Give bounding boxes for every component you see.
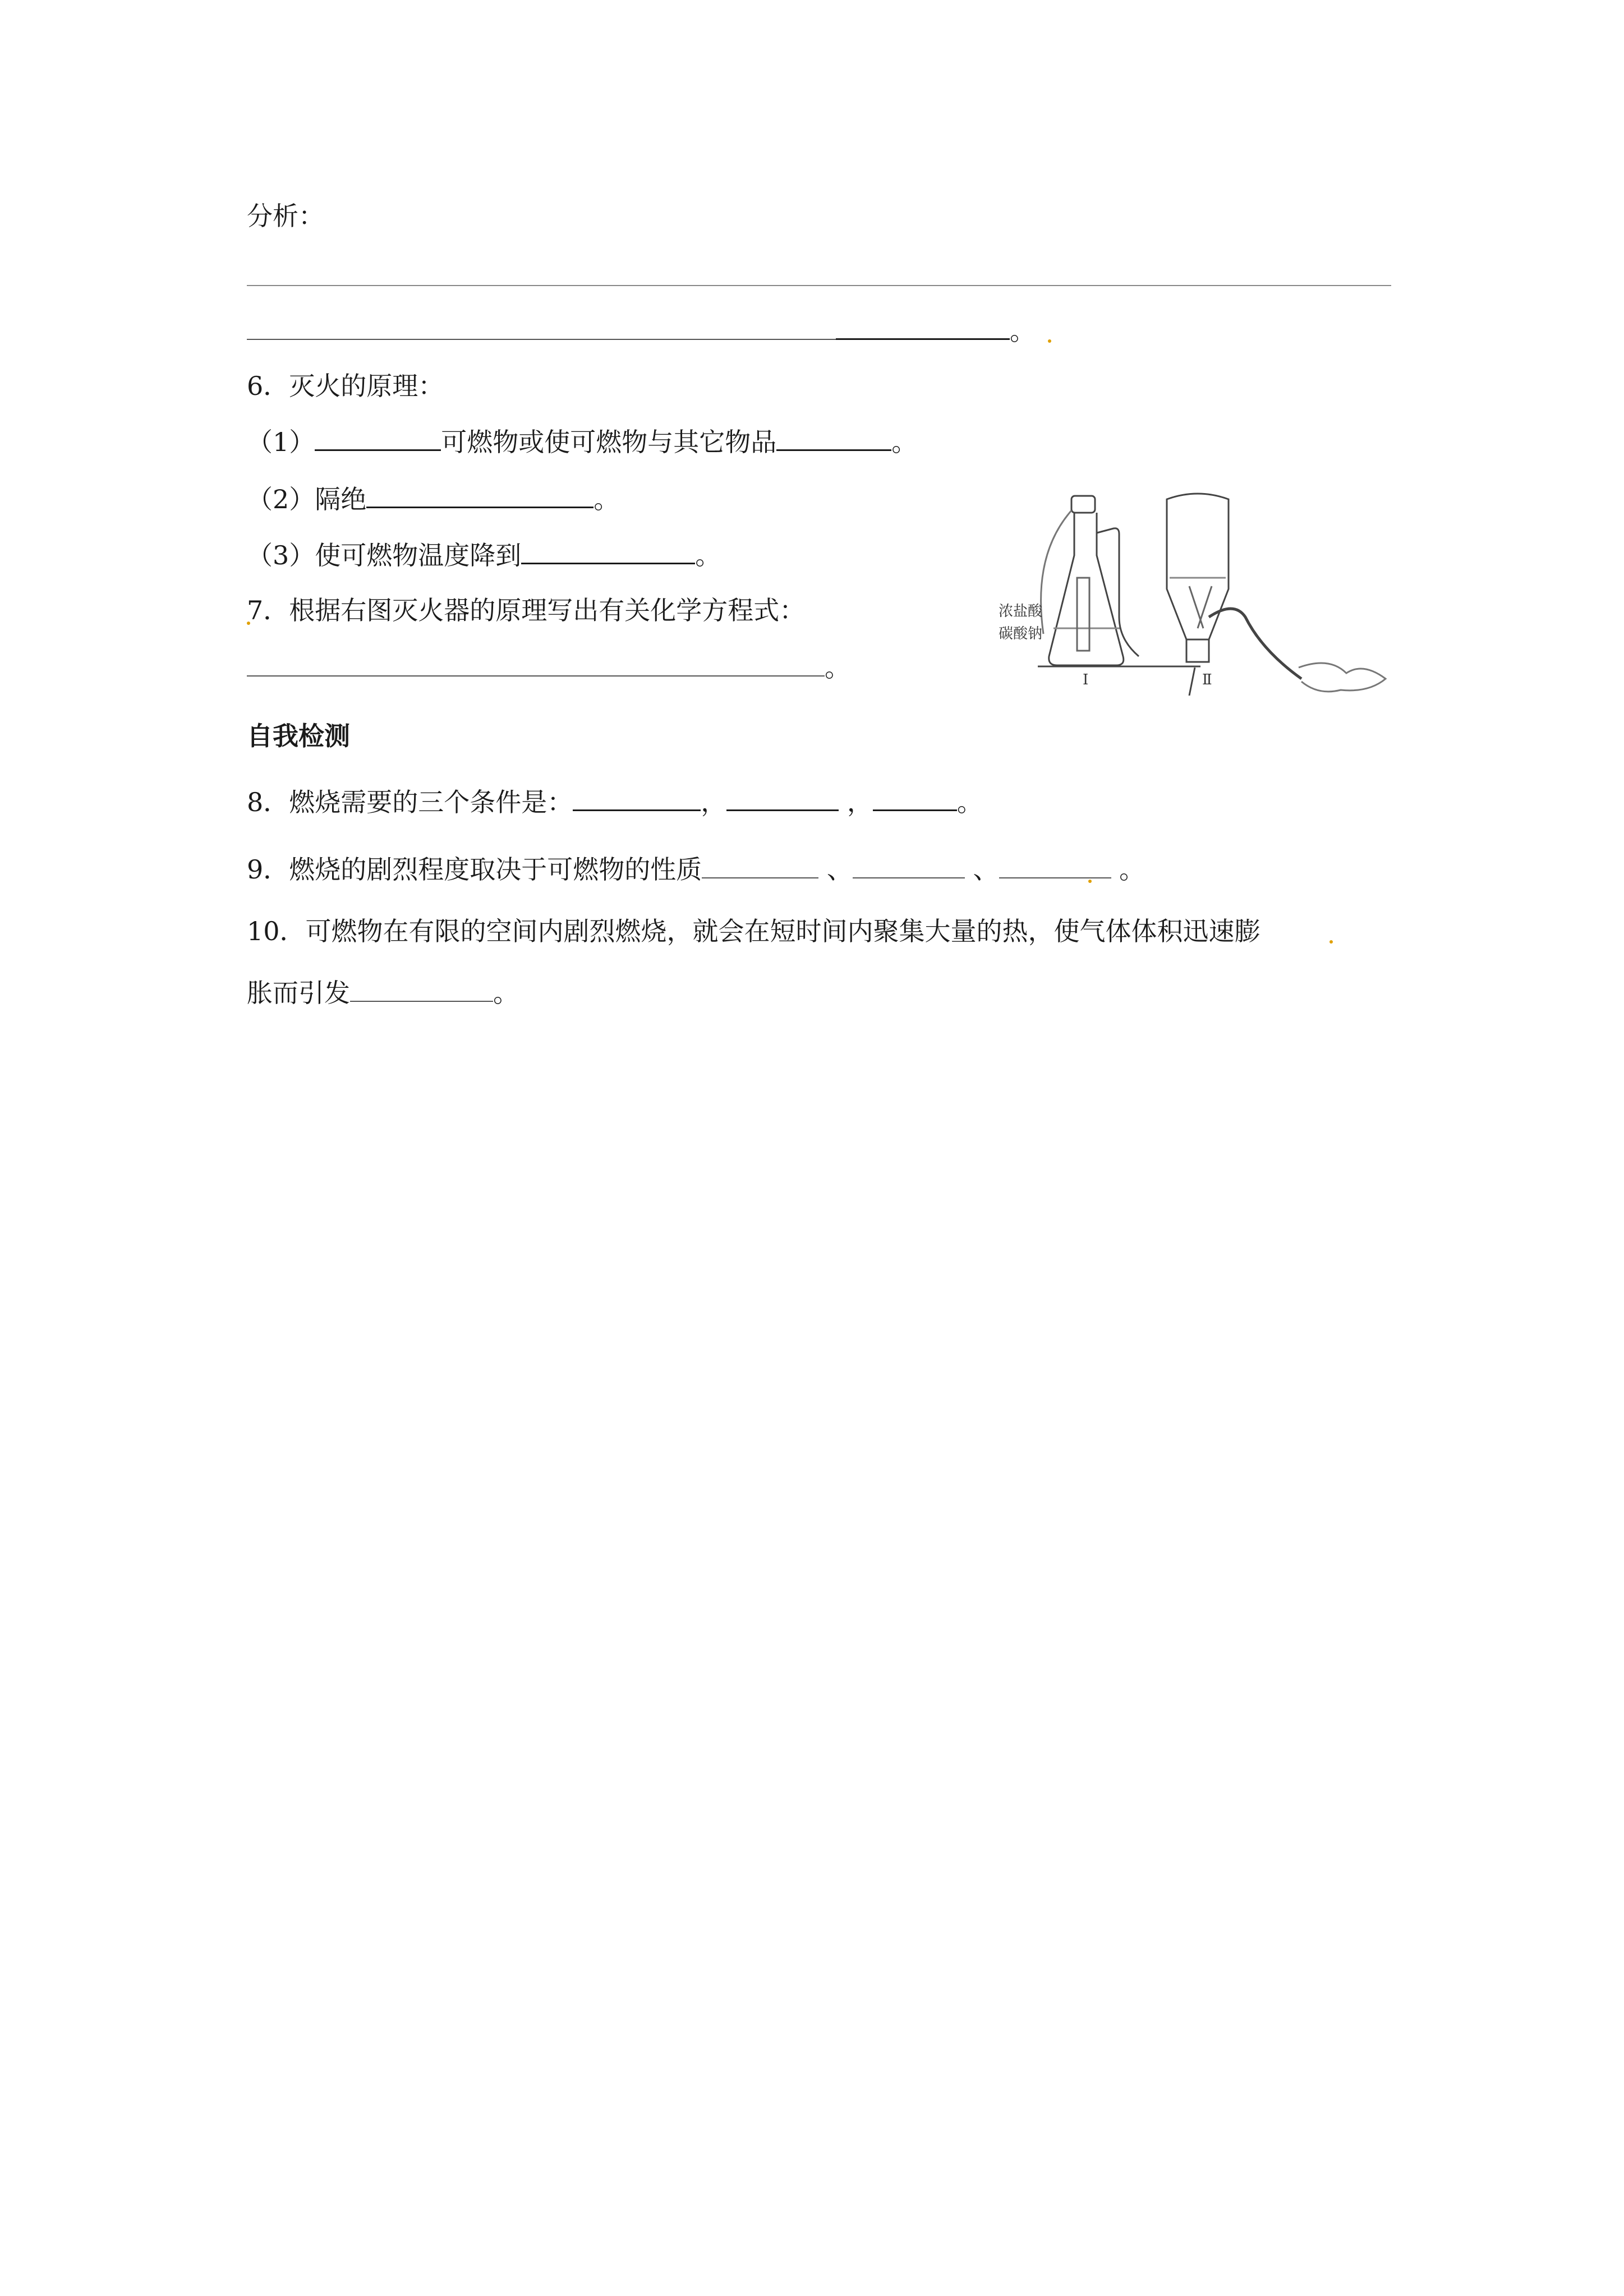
- q10-line-1: 10．可燃物在有限的空间内剧烈燃烧，就会在短时间内聚集大量的热，使气体体积迅速膨: [247, 916, 1260, 946]
- q8: 8．燃烧需要的三个条件是： ， ， 。: [247, 787, 983, 817]
- analysis-second-line: 。: [247, 314, 1036, 348]
- flask-stopper: [1071, 496, 1095, 513]
- label-i: Ⅰ: [1083, 671, 1089, 688]
- extinguisher-figure: [999, 488, 1402, 696]
- answer-blank[interactable]: [702, 855, 818, 878]
- q6-title: 6．灭火的原理：: [247, 371, 444, 401]
- answer-blank[interactable]: [573, 787, 701, 811]
- dot-mark: [1048, 339, 1051, 343]
- answer-blank[interactable]: [873, 787, 957, 811]
- answer-blank[interactable]: [315, 427, 441, 451]
- answer-blank[interactable]: [836, 316, 1010, 340]
- inner-tube: [1189, 586, 1212, 628]
- answer-blank[interactable]: [726, 787, 839, 811]
- answer-rule: [247, 285, 1391, 286]
- q9: 9．燃烧的剧烈程度取决于可燃物的性质 、 、 。: [247, 854, 1145, 885]
- q10-line-2: 胀而引发 。: [247, 978, 519, 1008]
- q7-title: 7．根据右图灭火器的原理写出有关化学方程式：: [247, 595, 806, 625]
- stand-leg: [1189, 668, 1195, 696]
- answer-blank[interactable]: [776, 427, 891, 451]
- hose: [1209, 609, 1301, 679]
- q6-item-2: （2）隔绝 。: [247, 484, 620, 514]
- answer-blank[interactable]: [247, 653, 825, 677]
- inverted-flask: [1167, 494, 1229, 639]
- label-ii: Ⅱ: [1202, 671, 1212, 688]
- answer-blank[interactable]: [521, 540, 695, 564]
- answer-blank[interactable]: [350, 978, 493, 1002]
- inverted-stopper: [1186, 639, 1209, 662]
- answer-blank[interactable]: [366, 484, 594, 508]
- answer-blank[interactable]: [853, 855, 965, 878]
- q7-answer-line: 。: [247, 651, 850, 684]
- flask-body: [1049, 513, 1124, 665]
- label-top: 浓盐酸: [999, 603, 1043, 620]
- string-line: [1041, 510, 1071, 634]
- dot-mark: [1329, 940, 1333, 944]
- q6-item-3: （3）使可燃物温度降到 。: [247, 540, 721, 570]
- answer-blank[interactable]: [247, 316, 836, 340]
- spray-cloud: [1299, 663, 1386, 692]
- self-test-heading: 自我检测: [247, 721, 350, 751]
- analysis-label: 分析：: [247, 201, 324, 231]
- dot-mark: [1088, 880, 1092, 883]
- answer-blank[interactable]: [999, 855, 1111, 878]
- test-tube: [1077, 578, 1089, 651]
- q6-item-1: （1） 可燃物或使可燃物与其它物品 。: [247, 427, 918, 457]
- label-bottom: 碳酸钠: [999, 625, 1043, 642]
- extinguisher-diagram: [999, 488, 1402, 696]
